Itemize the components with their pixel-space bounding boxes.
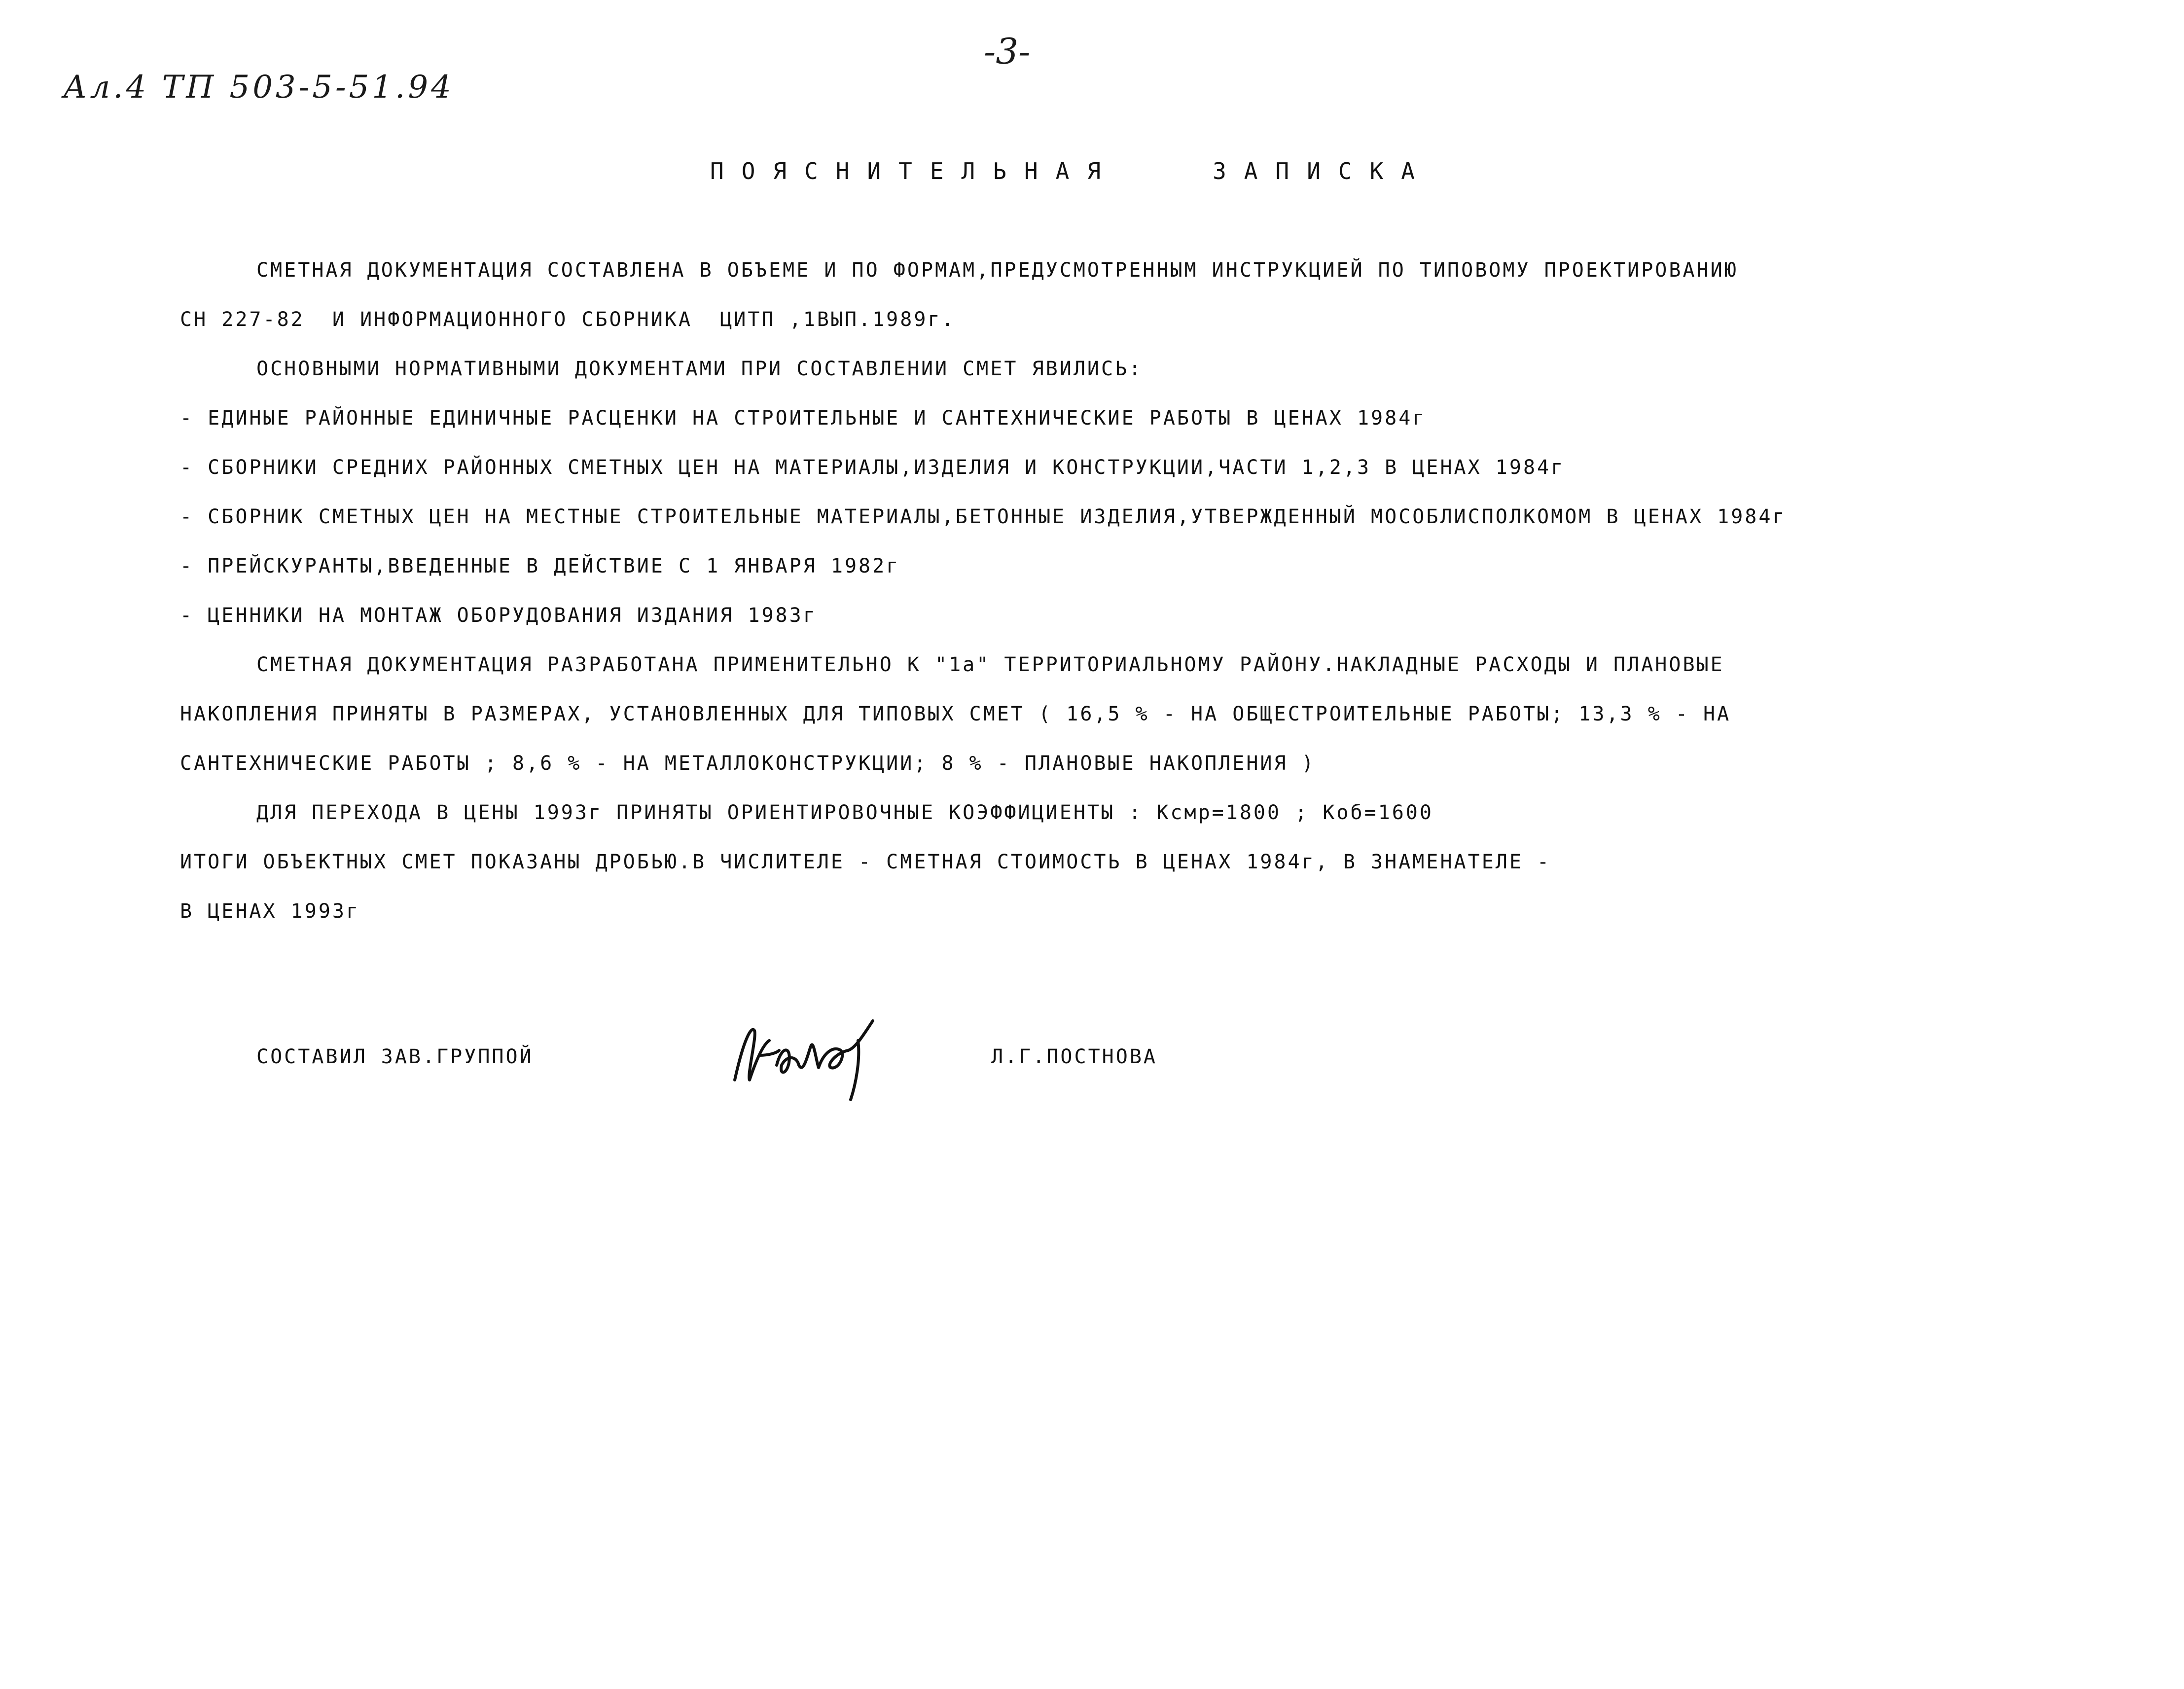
body-line: - ЦЕННИКИ НА МОНТАЖ ОБОРУДОВАНИЯ ИЗДАНИЯ 1983г [180,604,817,627]
body-line: САНТЕХНИЧЕСКИЕ РАБОТЫ ; 8,6 % - НА МЕТАЛЛОКОНСТРУКЦИИ; 8 % - ПЛАНОВЫЕ НАКОПЛЕНИЯ ) [180,752,1316,775]
body-line: НАКОПЛЕНИЯ ПРИНЯТЫ В РАЗМЕРАХ, УСТАНОВЛЕННЫХ ДЛЯ ТИПОВЫХ СМЕТ ( 16,5 % - НА ОБЩЕСТРОИТЕЛЬНЫЕ РАБОТЫ; 13,3 % - НА [180,703,1731,725]
body-line: СН 227-82 И ИНФОРМАЦИОННОГО СБОРНИКА ЦИТП ,1ВЫП.1989г. [180,308,956,331]
body-line: В ЦЕНАХ 1993г [180,900,360,923]
document-title: ПОЯСНИТЕЛЬНАЯ ЗАПИСКА [710,158,1432,184]
body-line: ДЛЯ ПЕРЕХОДА В ЦЕНЫ 1993г ПРИНЯТЫ ОРИЕНТИРОВОЧНЫЕ КОЭФФИЦИЕНТЫ : Ксмр=1800 ; Коб=1600 [256,801,1433,824]
body-line: - СБОРНИКИ СРЕДНИХ РАЙОННЫХ СМЕТНЫХ ЦЕН НА МАТЕРИАЛЫ,ИЗДЕЛИЯ И КОНСТРУКЦИИ,ЧАСТИ 1,2,3 В ЦЕНАХ 1984г [180,456,1565,479]
body-line: - ПРЕЙСКУРАНТЫ,ВВЕДЕННЫЕ В ДЕЙСТВИЕ С 1 ЯНВАРЯ 1982г [180,555,900,577]
document-code: Ал.4 ТП 503-5-51.94 [63,69,454,106]
signature-label: СОСТАВИЛ ЗАВ.ГРУППОЙ [256,1045,534,1068]
signatory-name: Л.Г.ПОСТНОВА [991,1045,1157,1068]
handwritten-signature [725,1006,888,1105]
body-line: СМЕТНАЯ ДОКУМЕНТАЦИЯ РАЗРАБОТАНА ПРИМЕНИТЕЛЬНО К "1а" ТЕРРИТОРИАЛЬНОМУ РАЙОНУ.НАКЛАДНЫЕ РАСХОДЫ И ПЛАНОВЫЕ [256,653,1724,676]
body-line: - СБОРНИК СМЕТНЫХ ЦЕН НА МЕСТНЫЕ СТРОИТЕЛЬНЫЕ МАТЕРИАЛЫ,БЕТОННЫЕ ИЗДЕЛИЯ,УТВЕРЖДЕННЫЙ МОСОБЛИСПОЛКОМОМ В ЦЕНАХ 1984г [180,505,1787,528]
body-line: ИТОГИ ОБЪЕКТНЫХ СМЕТ ПОКАЗАНЫ ДРОБЬЮ.В ЧИСЛИТЕЛЕ - СМЕТНАЯ СТОИМОСТЬ В ЦЕНАХ 1984г, В ЗНАМЕНАТЕЛЕ - [180,851,1551,873]
page-number: -3- [984,31,1031,72]
body-line: - ЕДИНЫЕ РАЙОННЫЕ ЕДИНИЧНЫЕ РАСЦЕНКИ НА СТРОИТЕЛЬНЫЕ И САНТЕХНИЧЕСКИЕ РАБОТЫ В ЦЕНАХ 1984г [180,407,1427,430]
body-line: ОСНОВНЫМИ НОРМАТИВНЫМИ ДОКУМЕНТАМИ ПРИ СОСТАВЛЕНИИ СМЕТ ЯВИЛИСЬ: [256,358,1143,380]
body-line: СМЕТНАЯ ДОКУМЕНТАЦИЯ СОСТАВЛЕНА В ОБЪЕМЕ И ПО ФОРМАМ,ПРЕДУСМОТРЕННЫМ ИНСТРУКЦИЕЙ ПО ТИПОВОМУ ПРОЕКТИРОВАНИЮ [256,259,1738,282]
